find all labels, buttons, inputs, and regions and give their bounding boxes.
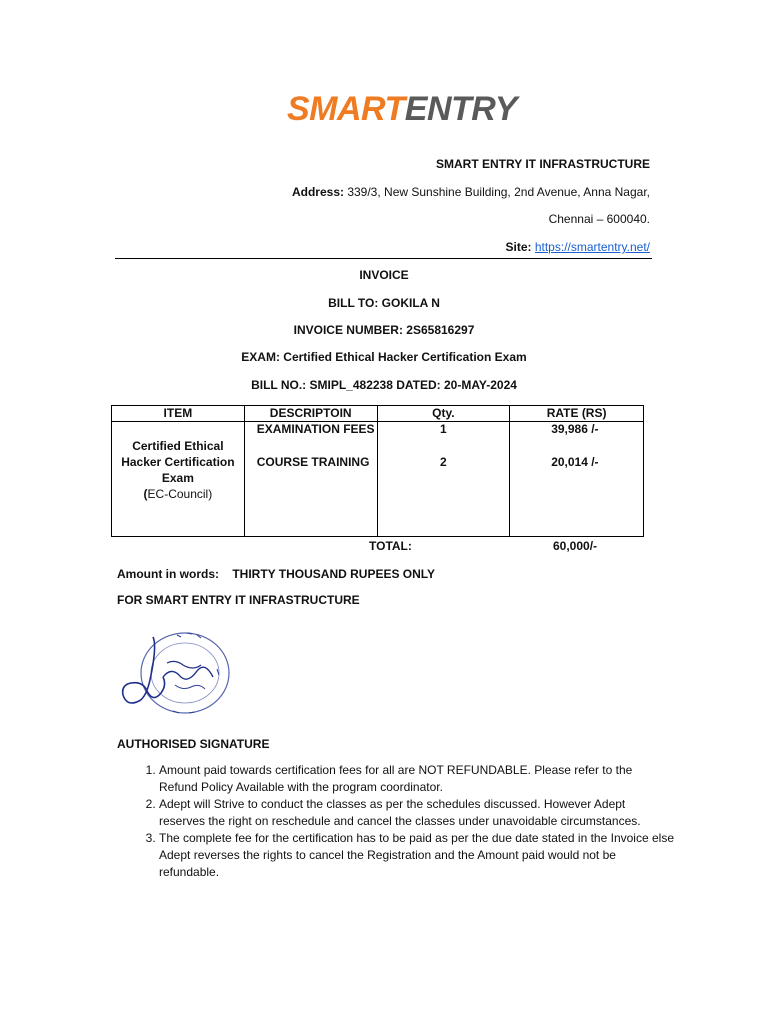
qty-value: 2 <box>440 455 447 469</box>
site-label: Site: <box>505 240 532 254</box>
site-link[interactable]: https://smartentry.net/ <box>534 240 650 254</box>
for-company: FOR SMART ENTRY IT INFRASTRUCTURE <box>117 593 360 607</box>
rate-value: 39,986 /- <box>551 422 599 436</box>
term-item: 2. Adept will Strive to conduct the classes as per the schedules discussed. However Adept reserves the right on reschedule and cancel the classes under unavoidable circumstances. <box>159 796 674 830</box>
description-cell <box>244 422 377 537</box>
invoice-number: INVOICE NUMBER: 2S65816297 <box>293 323 475 337</box>
rate-cell <box>510 422 644 537</box>
header-description: DESCRIPTOIN <box>244 406 377 422</box>
header-divider <box>115 258 652 259</box>
total-value: 60,000/- <box>553 539 598 553</box>
header-rate: RATE (RS) <box>510 406 644 422</box>
address-line1: 339/3, New Sunshine Building, 2nd Avenue, Anna Nagar, <box>347 185 650 199</box>
item-vendor: (EC-Council) <box>143 487 213 501</box>
amount-words-label: Amount in words: <box>117 567 219 581</box>
qty-cell <box>377 422 510 537</box>
company-site <box>505 240 650 254</box>
authorised-signature: AUTHORISED SIGNATURE <box>117 737 270 751</box>
signature-stamp-image <box>113 615 233 725</box>
term-item: 1. Amount paid towards certification fees for all are NOT REFUNDABLE. Please refer to the Refund Policy Available with the program coordinator. <box>159 762 674 796</box>
header-item: ITEM <box>112 406 245 422</box>
invoice-title: INVOICE <box>359 268 409 282</box>
bill-number: BILL NO.: SMIPL_482238 DATED: 20-MAY-2024 <box>251 378 517 392</box>
company-address <box>292 185 650 199</box>
address-label: Address: <box>291 185 344 199</box>
rate-value: 20,014 /- <box>551 455 599 469</box>
bill-to: BILL TO: GOKILA N <box>328 296 440 310</box>
total-label: TOTAL: <box>369 539 412 553</box>
description-value: EXAMINATION FEES <box>256 422 375 436</box>
item-line: Certified Ethical <box>132 439 224 453</box>
term-item: 3. The complete fee for the certification has to be paid as per the due date stated in the Invoice else Adept reverses the rights to cancel the Registration and the Amount paid would not be refundable. <box>159 830 674 881</box>
logo-entry: ENTRY <box>404 90 517 128</box>
address-line2: Chennai – 600040. <box>548 212 650 226</box>
logo-smart: SMART <box>287 90 405 128</box>
table-header-row <box>112 406 644 422</box>
item-cell <box>112 422 245 537</box>
qty-value: 1 <box>440 422 447 436</box>
items-table <box>111 405 644 537</box>
header-qty: Qty. <box>377 406 510 422</box>
terms-list <box>137 762 674 881</box>
exam-name: EXAM: Certified Ethical Hacker Certification Exam <box>241 350 527 364</box>
table-body-row <box>112 422 644 537</box>
amount-words-value: THIRTY THOUSAND RUPEES ONLY <box>232 567 436 581</box>
description-value: COURSE TRAINING <box>256 455 370 469</box>
company-logo <box>287 92 517 126</box>
item-line: Hacker Certification <box>121 455 235 469</box>
item-line: Exam <box>161 471 194 485</box>
company-name: SMART ENTRY IT INFRASTRUCTURE <box>436 157 650 171</box>
amount-in-words <box>117 567 435 581</box>
